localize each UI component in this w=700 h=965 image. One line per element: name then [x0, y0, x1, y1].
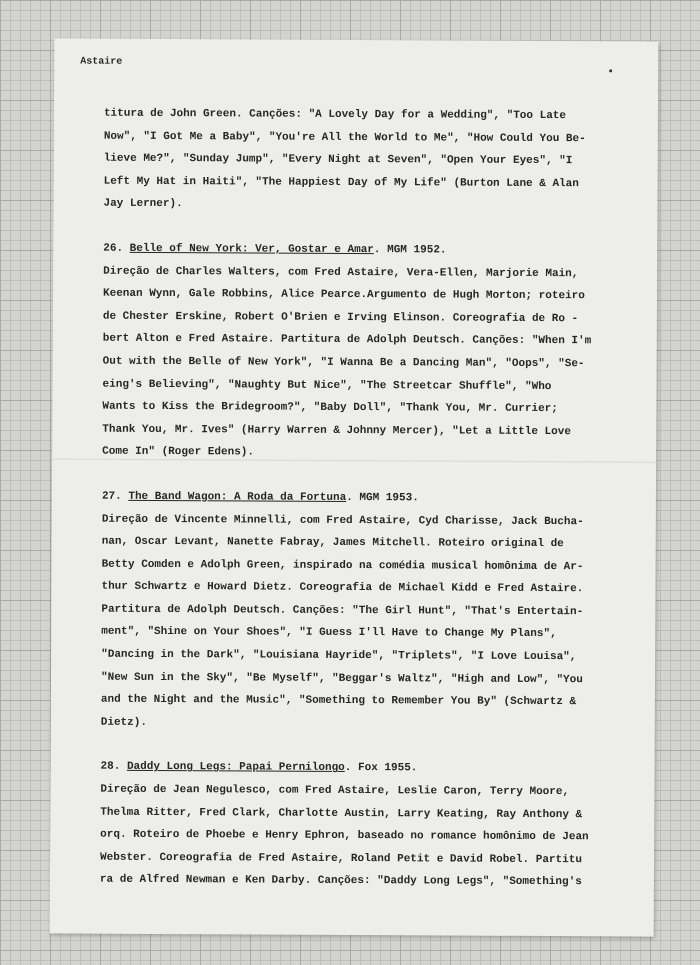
text-line: Keenan Wynn, Gale Robbins, Alice Pearce.Argumento de Hugh Morton; roteiro	[102, 287, 585, 303]
entry-studio-year: . Fox 1955.	[344, 762, 418, 775]
text-line: Out with the Belle of New York", "I Wanna Be a Dancing Man", "Oops", "Se-	[102, 355, 585, 371]
entry-studio-year: . MGM 1953.	[346, 491, 419, 505]
text-line: Direção de Vincente Minnelli, com Fred Astaire, Cyd Charisse, Jack Bucha-	[101, 513, 584, 528]
page-body	[100, 103, 636, 917]
text-line: "Dancing in the Dark", "Louisiana Hayride", "Triplets", "I Love Louisa",	[101, 648, 577, 664]
text-line: Left My Hat in Haiti", "The Happiest Day of My Life" (Burton Lane & Alan	[103, 175, 579, 190]
entry-heading	[103, 238, 635, 263]
text-line: "New Sun in the Sky", "Be Myself", "Beggar's Waltz", "High and Low", "You	[100, 671, 583, 686]
text-line: Thank You, Mr. Ives" (Harry Warren & Johnny Mercer), "Let a Little Love	[102, 423, 572, 438]
text-line: Betty Comden e Adolph Green, inspirado na comédia musical homônima de Ar-	[101, 558, 584, 573]
entry-studio-year: . MGM 1952.	[373, 244, 447, 257]
entry-number: 27.	[101, 490, 122, 503]
intro-paragraph	[103, 103, 636, 219]
text-line: Thelma Ritter, Fred Clark, Charlotte Austin, Larry Keating, Ray Anthony &	[100, 806, 583, 821]
entry-title: Daddy Long Legs: Papai Pernilongo	[126, 761, 345, 775]
text-line: and the Night and the Music", "Something to Remember You By" (Schwartz &	[100, 693, 577, 709]
entry-number: 28.	[100, 761, 121, 774]
text-line: Dietz).	[100, 716, 148, 729]
page-header: Astaire	[80, 56, 123, 68]
text-line: Jay Lerner).	[103, 198, 183, 211]
entry-heading	[102, 486, 634, 511]
entry-heading	[100, 756, 632, 781]
text-line: eing's Believing", "Naughty But Nice", "The Streetcar Shuffle", "Who	[102, 378, 552, 393]
text-line: Direção de Charles Walters, com Fred Astaire, Vera-Ellen, Marjorie Main,	[103, 265, 579, 280]
text-line: bert Alton e Fred Astaire. Partitura de Adolph Deutsch. Canções: "When I'm	[102, 333, 592, 348]
film-entry-26	[102, 238, 635, 467]
text-line: thur Schwartz e Howard Dietz. Coreografia de Michael Kidd e Fred Astaire.	[101, 580, 584, 596]
text-line: nan, Oscar Levant, Nanette Fabray, James Mitchell. Roteiro original de	[101, 535, 564, 551]
text-line: de Chester Erskine, Robert O'Brien e Irving Elinson. Coreografia de Ro -	[102, 310, 579, 325]
film-entry-27	[101, 486, 634, 737]
text-line: titura de John Green. Canções: "A Lovely Day for a Wedding", "Too Late	[103, 107, 567, 123]
text-line: Now", "I Got Me a Baby", "You're All the World to Me", "How Could You Be-	[103, 130, 586, 145]
film-entry-28	[100, 756, 633, 894]
text-line: Direção de Jean Negulesco, com Fred Astaire, Leslie Caron, Terry Moore,	[100, 783, 570, 799]
text-line: Come In" (Roger Edens).	[102, 445, 255, 459]
typewritten-page	[50, 38, 659, 936]
text-line: Partitura de Adolph Deutsch. Canções: "The Girl Hunt", "That's Entertain-	[101, 603, 584, 619]
entry-number: 26.	[103, 242, 124, 255]
text-line: Wants to Kiss the Bridegroom?", "Baby Doll", "Thank You, Mr. Currier;	[102, 400, 558, 416]
text-line: orq. Roteiro de Phoebe e Henry Ephron, baseado no romance homônimo de Jean	[100, 828, 589, 844]
ink-dot	[609, 69, 612, 72]
text-line: lieve Me?", "Sunday Jump", "Every Night at Seven", "Open Your Eyes", "I	[103, 152, 573, 168]
entry-title: The Band Wagon: A Roda da Fortuna	[128, 490, 347, 504]
text-line: ment", "Shine on Your Shoes", "I Guess I'll Have to Change My Plans",	[101, 626, 557, 641]
text-line: Webster. Coreografia de Fred Astaire, Roland Petit e David Robel. Partitu	[100, 851, 582, 867]
text-line: ra de Alfred Newman e Ken Darby. Canções: "Daddy Long Legs", "Something's	[99, 874, 582, 889]
entry-title: Belle of New York: Ver, Gostar e Amar	[129, 242, 374, 257]
